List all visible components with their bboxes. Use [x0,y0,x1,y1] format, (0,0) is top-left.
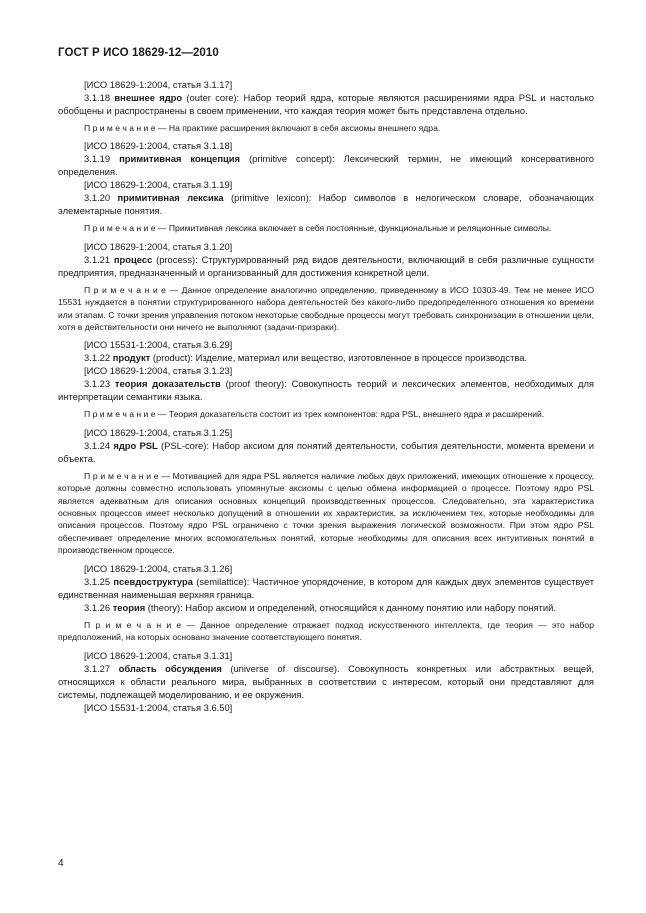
defined-term: примитивная лексика [117,192,224,204]
citation-reference [58,139,594,152]
note-text: — Данное определение аналогично определению, приведенному в ИСО 10303-49. Тем не менее ИСО 15531 нуждается в понятии структурированного набора деятельностей без какого-либо предопределенного отношения ко времени или этапам. С точки зрения управления потоком некоторые свободные процессы могут требовать синхронизации в отношении цели, хотя в действительности они ничего не выполняют (задачи-призраки). [58,284,595,333]
note-label: П р и м е ч а н и е [84,470,159,481]
definition-text: (outer core): Набор теорий ядра, которые являются расширениями ядра PSL и настолько обобщены и распространены в своем применении, что каждая теория может быть представлена отдельно. [58,92,594,116]
definition-number: 3.1.20 [84,192,111,204]
note-text: — Мотивацией для ядра PSL является наличие любых двух приложений, имеющих отношение к процессу, которые должны совместно использовать упомянутые аксиомы с целью обмена информацией о процессе. Поэтому ядро PSL является адекватным для описания основных концепций производственных процессов. Следовательно, эта характеристика основных процессов имеет несколько допущений в отношении их характеристик, за исключением тех, которые необходимы для описания процессов. Поэтому ядро PSL ограничено с точки зрения выражения логической возможности. При этом ядро PSL обеспечивает определение многих вспомогательных понятий, которые необходимы для описания всех интуитивных понятий в производственном процессе. [58,470,595,556]
term-definition [58,91,594,117]
citation-text: [ИСО 18629-1:2004, статья 3.1.31] [84,649,233,661]
note-label: П р и м е ч а н и е [84,123,156,133]
definition-text: (PSL-core): Набор аксиом для понятий деятельности, события деятельности, момента времени и объекта. [58,439,595,464]
note-paragraph [58,122,594,134]
citation-reference [58,701,594,714]
defined-term: внешнее ядро [114,92,183,103]
term-definition [58,601,594,614]
term-definition [58,191,594,217]
note-label: П р и м е ч а н и е [84,409,156,420]
note-text: — На практике расширения включают в себя аксиомы внешнего ядра. [155,123,441,133]
defined-term: теория [112,601,146,613]
citation-reference [58,562,594,575]
definition-number: 3.1.27 [84,662,111,674]
note-text: — Теория доказательств состоит из трех компонентов: ядра PSL, внешнего ядра и расширений. [155,409,545,420]
document-body [58,78,594,714]
citation-reference [58,78,594,91]
definition-number: 3.1.21 [84,253,111,265]
definition-number: 3.1.24 [84,439,111,451]
note-label: П р и м е ч а н и е [84,223,156,234]
citation-text: [ИСО 18629-1:2004, статья 3.1.18] [84,140,233,152]
page-number: 4 [58,858,64,869]
definition-text: (process): Структурированный ряд видов деятельности, включающий в себя различные сущности предприятия, предназначенный и организованный для достижения конкретной цели. [58,253,595,278]
term-definition [58,575,594,601]
note-paragraph [58,619,594,644]
definition-text: (semilattice): Частичное упорядочение, в котором для каждых двух элементов существует единственная наименьшая верхняя граница. [58,575,594,600]
defined-term: процесс [113,253,153,265]
definition-text: (primitive concept): Лексический термин, не имеющий консервативного определения. [58,153,595,178]
note-text: — Данное определение отражает подход искусственного интеллекта, где теория — это набор предположений, на которых основано значение соответствующего понятия. [58,619,594,643]
citation-reference [58,426,594,439]
note-paragraph [58,470,594,557]
citation-text: [ИСО 18629-1:2004, статья 3.1.19] [84,179,233,191]
citation-reference [58,338,594,351]
term-definition [58,351,594,364]
definition-text: (proof theory): Совокупность теорий и лексических элементов, необходимых для интерпретации семантики языка. [58,378,594,403]
definition-text: (product): Изделие, материал или вещество, изготовленное в процессе производства. [150,352,528,364]
definition-text: (universe of discourse). Совокупность конкретных или абстрактных вещей, относящихся к области реального мира, выбранных в соответствии с интересом, который они представляют для системы, подлежащей моделированию, и ее окружения. [58,662,594,700]
term-definition [58,253,594,279]
term-definition [58,662,594,701]
note-label: П р и м е ч а н и е [84,619,182,630]
citation-reference [58,649,594,662]
defined-term: теория доказательств [114,378,221,390]
citation-reference [58,364,594,377]
defined-term: примитивная концепция [119,153,241,165]
document-header: ГОСТ Р ИСО 18629-12—2010 [58,47,219,59]
citation-text: [ИСО 18629-1:2004, статья 3.1.17] [84,79,233,90]
citation-text: [ИСО 18629-1:2004, статья 3.1.26] [84,562,233,574]
citation-text: [ИСО 18629-1:2004, статья 3.1.23] [84,365,233,377]
definition-number: 3.1.19 [84,153,111,165]
note-paragraph [58,408,594,420]
citation-text: [ИСО 18629-1:2004, статья 3.1.25] [84,426,233,438]
note-text: — Примитивная лексика включает в себя постоянные, функциональные и реляционные символы. [155,223,552,234]
definition-number: 3.1.26 [84,601,111,613]
citation-text: [ИСО 18629-1:2004, статья 3.1.20] [84,240,233,252]
defined-term: ядро PSL [113,439,158,451]
definition-number: 3.1.25 [84,575,111,587]
note-paragraph [58,222,594,234]
definition-number: 3.1.18 [84,92,111,103]
definition-number: 3.1.22 [84,352,111,364]
term-definition [58,377,594,403]
defined-term: продукт [112,352,151,364]
note-label: П р и м е ч а н и е [84,284,166,295]
definition-text: (primitive lexicon): Набор символов в нелогическом словаре, обозначающих элементарные понятия. [58,192,594,217]
citation-reference [58,240,594,253]
definition-text: (theory): Набор аксиом и определений, относящийся к данному понятию или набору понятий. [145,601,556,613]
citation-text: [ИСО 15531-1:2004, статья 3.6.29] [84,339,233,351]
term-definition [58,152,594,178]
citation-reference [58,178,594,191]
note-paragraph [58,284,594,334]
defined-term: псевдоструктура [113,575,193,587]
term-definition [58,439,594,465]
definition-number: 3.1.23 [84,378,111,390]
defined-term: область обсуждения [118,662,222,674]
citation-text: [ИСО 15531-1:2004, статья 3.6.50] [84,701,233,713]
